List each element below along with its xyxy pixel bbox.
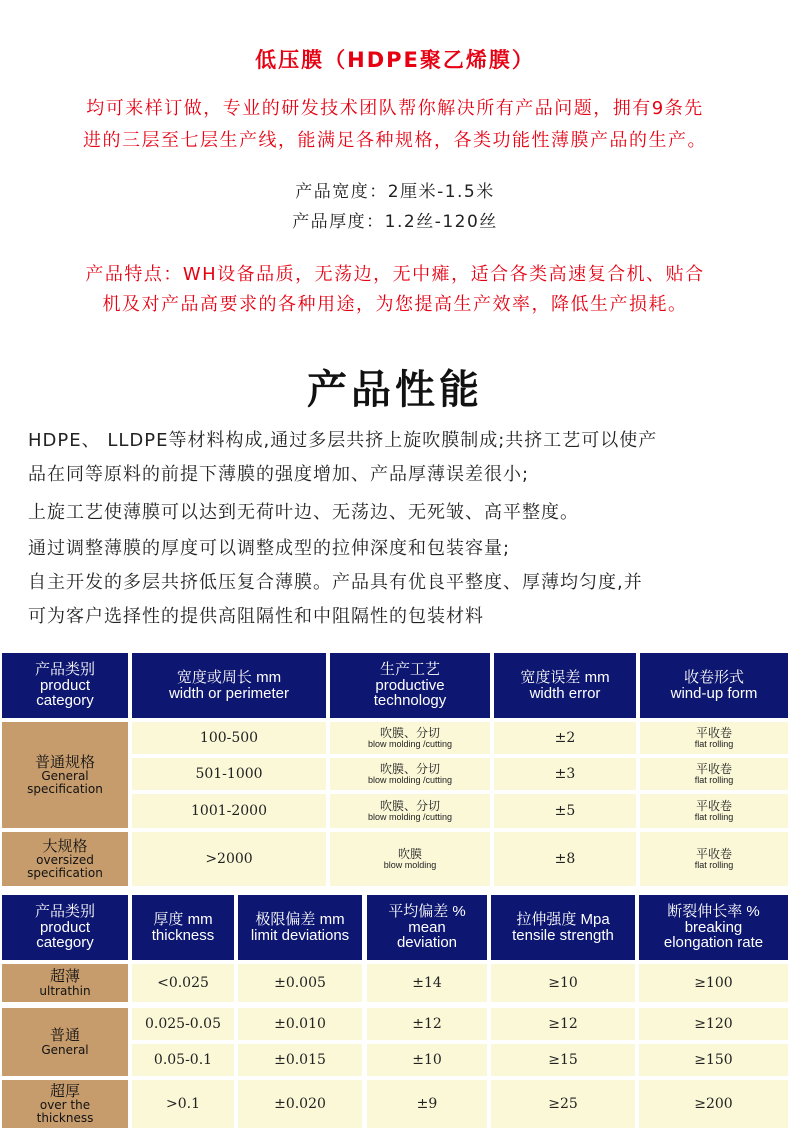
- table1-category-general-text: 普通规格: [34, 752, 95, 771]
- table2-header-text: tensile strength: [512, 926, 614, 944]
- table2-header: [238, 895, 362, 960]
- table2-category-thick: [2, 1080, 128, 1128]
- table1-cell-error-text: ±3: [554, 765, 576, 782]
- table1-cell-form-text: 平收卷: [695, 846, 732, 861]
- table2-cell-tensile-strength-text: ≥12: [548, 1015, 578, 1032]
- table2-category-ultrathin-text: ultrathin: [39, 983, 91, 998]
- table1-cell-form-text: flat rolling: [694, 859, 734, 870]
- table2-cell-thickness-text: 0.025-0.05: [145, 1015, 221, 1032]
- table1-header-text: 宽度误差 mm: [520, 668, 610, 686]
- table2-cell-elongation-text: ≥100: [694, 974, 733, 991]
- table1-header-text: technology: [373, 692, 447, 710]
- table1-cell-form: [640, 832, 788, 886]
- table1-header-text: 宽度或周长 mm: [176, 668, 282, 686]
- table1-cell-form-text: 平收卷: [695, 725, 732, 740]
- table2-cell-limit-deviation: [238, 1080, 362, 1128]
- table2-cell-thickness-text: 0.05-0.1: [153, 1051, 213, 1068]
- table1-cell-technology-text: 吹膜: [397, 846, 422, 861]
- table1-cell-form: [640, 794, 788, 828]
- table2-cell-tensile-strength: [491, 1080, 635, 1128]
- table1-cell-technology: [330, 794, 490, 828]
- table1-cell-form-text: flat rolling: [694, 811, 734, 822]
- table2-cell-limit-deviation-text: ±0.020: [274, 1095, 326, 1112]
- table2-cell-limit-deviation-text: ±0.010: [274, 1015, 326, 1032]
- table2-header-text: 拉伸强度 Mpa: [516, 910, 610, 928]
- table1-header-text: 产品类别: [34, 660, 95, 678]
- table2-cell-mean-deviation: [367, 964, 487, 1002]
- table1-header-text: product: [39, 676, 91, 694]
- table2-header-text: product: [39, 918, 91, 936]
- table1-category-oversized: [2, 832, 128, 886]
- table2-cell-mean-deviation-text: ±9: [416, 1095, 438, 1112]
- table1-cell-form-text: flat rolling: [694, 738, 734, 749]
- table1-cell-error: [494, 758, 636, 790]
- table1-cell-technology: [330, 722, 490, 754]
- table1-cell-form-text: 平收卷: [695, 761, 732, 776]
- product-title: 低压膜（HDPE聚乙烯膜）: [255, 48, 535, 72]
- table1-cell-technology-text: 吹膜、分切: [379, 798, 440, 813]
- table1-cell-form-text: flat rolling: [694, 774, 734, 785]
- table1-header: [330, 653, 490, 718]
- table2-cell-elongation-text: ≥200: [694, 1095, 733, 1112]
- table1-header-text: width error: [529, 684, 601, 702]
- features-text: 产品特点：WH设备品质，无荡边，无中瘫，适合各类高速复合机、贴合: [85, 264, 705, 285]
- table1-header-text: 生产工艺: [379, 660, 440, 678]
- table1-header-text: category: [36, 692, 94, 710]
- table2-cell-limit-deviation: [238, 1008, 362, 1040]
- table1-cell-technology-text: blow molding /cutting: [367, 738, 453, 749]
- table2-header-text: deviation: [396, 934, 458, 952]
- table2-category-thick-text: 超厚: [49, 1081, 80, 1100]
- table2-cell-elongation-text: ≥120: [694, 1015, 733, 1032]
- table1-cell-technology-text: 吹膜、分切: [379, 725, 440, 740]
- table2-header-text: category: [36, 934, 94, 952]
- table1-cell-form: [640, 722, 788, 754]
- table2-header-text: mean: [408, 918, 446, 936]
- table2-cell-mean-deviation-text: ±10: [412, 1051, 442, 1068]
- table2-header-text: 平均偏差 %: [388, 902, 466, 920]
- table1-header: [640, 653, 788, 718]
- table2-header: [367, 895, 487, 960]
- table1-cell-error: [494, 794, 636, 828]
- table1-header-text: wind-up form: [670, 684, 758, 702]
- table2-header-text: 极限偏差 mm: [255, 910, 345, 928]
- table2-cell-thickness-text: <0.025: [157, 974, 209, 991]
- table2-cell-limit-deviation: [238, 964, 362, 1002]
- table2-cell-mean-deviation: [367, 1008, 487, 1040]
- table2-category-ultrathin: [2, 964, 128, 1002]
- table1-cell-technology: [330, 832, 490, 886]
- table2-cell-tensile-strength: [491, 1044, 635, 1076]
- table1-cell-error-text: ±2: [554, 729, 576, 746]
- table2-cell-thickness: [132, 964, 234, 1002]
- table2-cell-limit-deviation-text: ±0.015: [274, 1051, 326, 1068]
- table1-cell-technology-text: blow molding: [383, 859, 437, 870]
- table1-category-oversized-text: oversized: [36, 853, 94, 868]
- intro-text: 进的三层至七层生产线，能满足各种规格，各类功能性薄膜产品的生产。: [83, 130, 707, 151]
- performance-paragraph: 品在同等原料的前提下薄膜的强度增加、产品厚薄误差很小;: [28, 464, 530, 485]
- table1-cell-width: [132, 758, 326, 790]
- table2-cell-mean-deviation-text: ±12: [412, 1015, 442, 1032]
- table1-header-text: productive: [375, 676, 445, 694]
- table2-cell-mean-deviation: [367, 1044, 487, 1076]
- table2-cell-tensile-strength-text: ≥25: [548, 1095, 578, 1112]
- table1-category-oversized-text: specification: [27, 865, 103, 880]
- table1-cell-technology-text: blow molding /cutting: [367, 774, 453, 785]
- table2-header-text: 产品类别: [34, 902, 95, 920]
- performance-paragraph: 自主开发的多层共挤低压复合薄膜。产品具有优良平整度、厚薄均匀度,并: [28, 572, 643, 593]
- table1-cell-width: [132, 832, 326, 886]
- table2-cell-thickness: [132, 1008, 234, 1040]
- table2-category-thick-text: thickness: [36, 1110, 94, 1125]
- spec-thickness: 产品厚度：1.2丝-120丝: [292, 212, 498, 232]
- table2-cell-tensile-strength: [491, 964, 635, 1002]
- table2-header: [639, 895, 788, 960]
- table1-cell-error-text: ±8: [554, 850, 576, 867]
- table2-header-text: thickness: [151, 926, 215, 944]
- table2-header: [491, 895, 635, 960]
- performance-paragraph: 可为客户选择性的提供高阻隔性和中阻隔性的包装材料: [28, 606, 484, 627]
- table2-cell-elongation: [639, 1080, 788, 1128]
- table1-header: [132, 653, 326, 718]
- table2-header-text: 厚度 mm: [153, 910, 213, 928]
- table2-cell-thickness: [132, 1080, 234, 1128]
- table2-category-ultrathin-text: 超薄: [49, 966, 80, 985]
- table1-cell-error-text: ±5: [554, 802, 576, 819]
- table2-header: [2, 895, 128, 960]
- table1-category-general-text: General: [41, 769, 89, 784]
- table1-header-text: 收卷形式: [683, 668, 744, 686]
- table2-cell-limit-deviation-text: ±0.005: [274, 974, 326, 991]
- table1-header: [2, 653, 128, 718]
- performance-paragraph: 上旋工艺使薄膜可以达到无荷叶边、无荡边、无死皱、高平整度。: [28, 502, 579, 523]
- table1-category-general-text: specification: [27, 781, 103, 796]
- table2-category-general-text: 普通: [49, 1025, 80, 1044]
- table2-cell-mean-deviation: [367, 1080, 487, 1128]
- table2-category-thick-text: over the: [39, 1098, 91, 1113]
- table2-category-general-text: General: [41, 1042, 89, 1057]
- table2-header-text: elongation rate: [663, 934, 764, 952]
- table2-cell-limit-deviation: [238, 1044, 362, 1076]
- table1-cell-width-text: 100-500: [199, 729, 259, 746]
- performance-paragraph: 通过调整薄膜的厚度可以调整成型的拉伸深度和包装容量;: [28, 538, 511, 559]
- features-text: 机及对产品高要求的各种用途，为您提高生产效率，降低生产损耗。: [102, 294, 688, 315]
- table1-cell-width: [132, 722, 326, 754]
- table2-cell-elongation: [639, 964, 788, 1002]
- table2-cell-thickness-text: >0.1: [166, 1095, 200, 1112]
- table2-header: [132, 895, 234, 960]
- table1-cell-technology-text: 吹膜、分切: [379, 761, 440, 776]
- table2-cell-elongation: [639, 1044, 788, 1076]
- table2-cell-tensile-strength: [491, 1008, 635, 1040]
- table1-cell-technology-text: blow molding /cutting: [367, 811, 453, 822]
- table1-cell-width-text: 1001-2000: [191, 802, 267, 819]
- table2-cell-elongation-text: ≥150: [694, 1051, 733, 1068]
- table1-category-general: [2, 722, 128, 828]
- performance-paragraph: HDPE、 LLDPE等材料构成,通过多层共挤上旋吹膜制成;共挤工艺可以使产: [28, 430, 658, 451]
- table1-header: [494, 653, 636, 718]
- table2-cell-thickness: [132, 1044, 234, 1076]
- table2-header-text: 断裂伸长率 %: [667, 902, 760, 920]
- table2-header-text: limit deviations: [250, 926, 350, 944]
- table2-header-text: breaking: [684, 918, 743, 936]
- performance-heading: 产品性能: [307, 367, 483, 413]
- table2-category-general: [2, 1008, 128, 1076]
- table1-cell-error: [494, 832, 636, 886]
- table1-header-text: width or perimeter: [168, 684, 290, 702]
- table1-cell-width: [132, 794, 326, 828]
- table2-cell-tensile-strength-text: ≥15: [548, 1051, 578, 1068]
- table2-cell-elongation: [639, 1008, 788, 1040]
- spec-width: 产品宽度：2厘米-1.5米: [295, 182, 495, 202]
- table1-cell-form-text: 平收卷: [695, 798, 732, 813]
- table1-cell-technology: [330, 758, 490, 790]
- table1-category-oversized-text: 大规格: [42, 836, 88, 855]
- table2-cell-tensile-strength-text: ≥10: [548, 974, 578, 991]
- intro-text: 均可来样订做，专业的研发技术团队帮你解决所有产品问题，拥有9条先: [86, 98, 704, 119]
- table1-cell-error: [494, 722, 636, 754]
- table2-cell-mean-deviation-text: ±14: [412, 974, 442, 991]
- table1-cell-form: [640, 758, 788, 790]
- table1-cell-width-text: >2000: [205, 850, 253, 867]
- table1-cell-width-text: 501-1000: [195, 765, 263, 782]
